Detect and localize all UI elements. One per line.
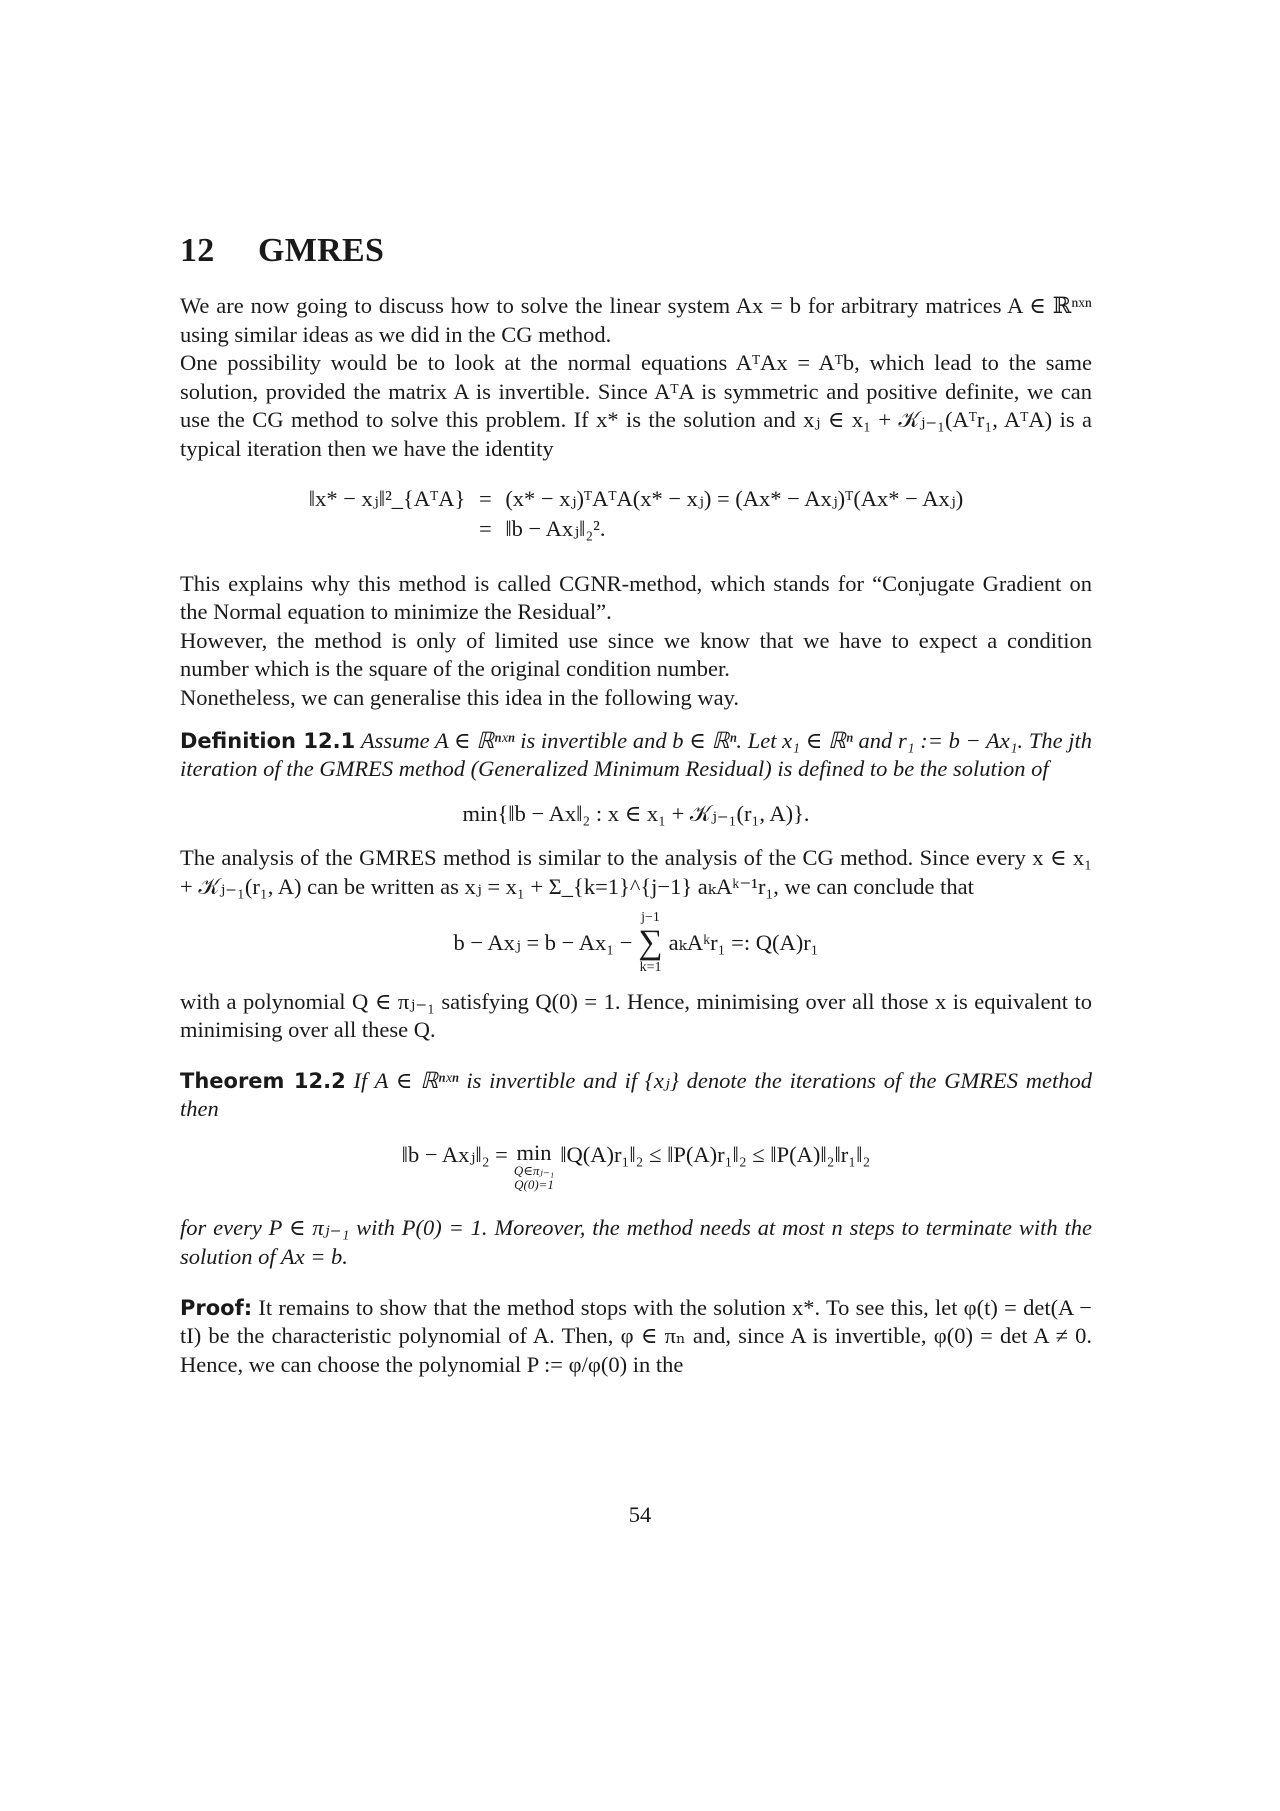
definition-block [180, 727, 1092, 784]
cgnr-paragraph-1: This explains why this method is called CGNR-method, which stands for “Conjugate Gradient on the Normal equation to minimize the Residual”. [180, 570, 1092, 625]
theorem-block [180, 1067, 1092, 1124]
cgnr-paragraph-2: However, the method is only of limited use since we know that we have to expect a condition number which is the square of the original condition number. [180, 627, 1092, 682]
thm-eq-right: ‖Q(A)r₁‖₂ ≤ ‖P(A)r₁‖₂ ≤ ‖P(A)‖₂‖r₁‖₂ [560, 1141, 871, 1167]
analysis-paragraph-2: with a polynomial Q ∈ πⱼ₋₁ satisfying Q(0) = 1. Hence, minimising over all those x is equivalent to minimising over all these Q. [180, 988, 1092, 1043]
analysis-paragraph-1: The analysis of the GMRES method is similar to the analysis of the CG method. Since every x ∈ x₁ + 𝒦ⱼ₋₁(r₁, A) can be written as xⱼ = x₁ + Σ_{k=1}^{j−1} aₖAᵏ⁻¹r₁, we can conclude that [180, 845, 1092, 899]
page-content [180, 232, 1092, 1379]
proof-text: It remains to show that the method stops with the solution x*. To see this, let φ(t) = det(A − tI) be the characteristic polynomial of A. Then, φ ∈ πₙ and, since A is invertible, φ(0) = det A ≠ 0. Hence, we can choose the polynomial P := φ/φ(0) in the [180, 1294, 1092, 1377]
definition-text: Assume A ∈ ℝⁿˣⁿ is invertible and b ∈ ℝⁿ. Let x₁ ∈ ℝⁿ and r₁ := b − Ax₁. The jth iteration of the GMRES method (Generalized Minimum Residual) is defined to be the solution of [180, 727, 1093, 782]
section-title: GMRES [258, 232, 385, 269]
proof-label: Proof: [180, 1295, 253, 1320]
intro-paragraph-2: One possibility would be to look at the normal equations AᵀAx = Aᵀb, which lead to the same solution, provided the matrix A is invertible. Since AᵀA is symmetric and positive definite, we can use the CG method to solve this problem. If x* is the solution and xⱼ ∈ x₁ + 𝒦ⱼ₋₁(Aᵀr₁, AᵀA) is a typical iteration then we have the identity [180, 350, 1092, 461]
min-subscript-2: Q(0)=1 [514, 1177, 554, 1193]
eq1-line1-equals: = [478, 485, 492, 511]
min-operator [513, 1139, 555, 1193]
summation-operator [638, 910, 662, 976]
eq1-line2-rhs: ‖b − Axⱼ‖₂². [505, 515, 606, 541]
min-subscript-1: Q∈πⱼ₋₁ [513, 1163, 555, 1179]
theorem-display-equation [180, 1139, 1092, 1193]
eq1-line1-rhs: (x* − xⱼ)ᵀAᵀA(x* − xⱼ) = (Ax* − Axⱼ)ᵀ(Ax* − Axⱼ) [505, 485, 964, 511]
proof-block [180, 1294, 1092, 1380]
definition-display-equation: min{‖b − Ax‖₂ : x ∈ x₁ + 𝒦ⱼ₋₁(r₁, A)}. [462, 800, 810, 826]
sum-eq-right: aₖAᵏr₁ =: Q(A)r₁ [668, 929, 819, 955]
eq1-line2-lhs [309, 514, 466, 544]
theorem-text-continued: for every P ∈ πⱼ₋₁ with P(0) = 1. Moreover, the method needs at most n steps to terminate with the solution of Ax = b. [180, 1215, 1092, 1269]
min-word: min [516, 1139, 552, 1165]
residual-sum-equation [180, 910, 1092, 976]
section-heading [180, 232, 1092, 270]
theorem-text: If A ∈ ℝⁿˣⁿ is invertible and if {xⱼ} denote the iterations of the GMRES method then [180, 1067, 1093, 1122]
definition-label: Definition 12.1 [180, 728, 356, 753]
intro-paragraph-1: We are now going to discuss how to solve the linear system Ax = b for arbitrary matrices A ∈ ℝⁿˣⁿ using similar ideas as we did in the CG method. [180, 293, 1092, 347]
section-number: 12 [180, 232, 215, 269]
page-number: 54 [628, 1502, 652, 1527]
sum-lower-limit: k=1 [639, 959, 662, 975]
sum-eq-left: b − Axⱼ = b − Ax₁ − [453, 929, 633, 955]
thm-eq-left: ‖b − Axⱼ‖₂ = [401, 1141, 508, 1167]
cgnr-paragraph-3: Nonetheless, we can generalise this idea in the following way. [180, 684, 739, 710]
sigma-symbol: ∑ [638, 923, 663, 961]
theorem-label: Theorem 12.2 [180, 1068, 346, 1093]
sum-upper-limit: j−1 [641, 909, 660, 925]
eq1-line1-lhs: ‖x* − xⱼ‖²_{AᵀA} [308, 485, 466, 511]
identity-equation [180, 484, 1092, 544]
eq1-line2-equals: = [478, 515, 492, 541]
